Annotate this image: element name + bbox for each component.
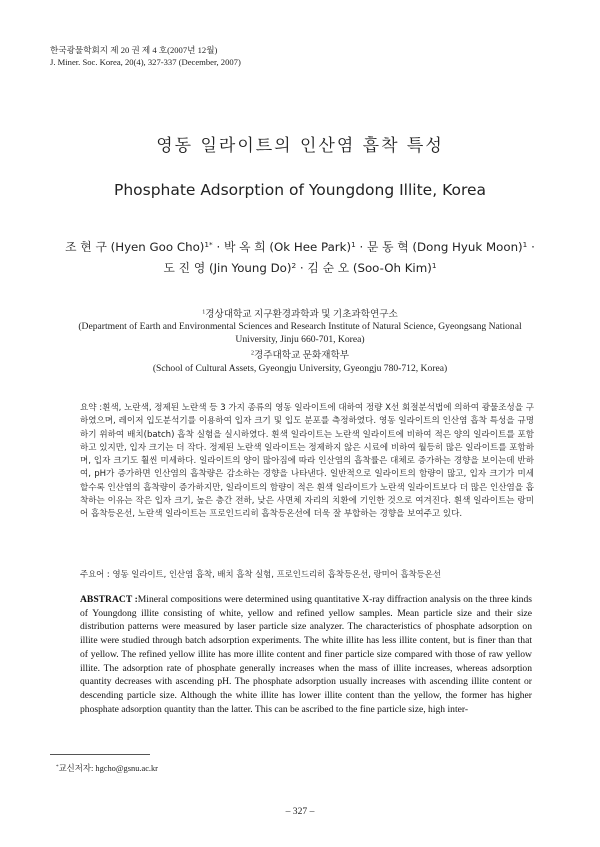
affiliation-2-english: (School of Cultural Assets, Gyeongju University, Gyeongju 780-712, Korea) — [152, 363, 448, 374]
affiliation-mark: 1 — [202, 309, 206, 316]
abstract-english-text: Mineral compositions were determined using quantitative X-ray diffraction analysis on the three kinds of Youngdong illite consisting of white, yellow and refined yellow samples. Mean particle size and their size distribution patterns were measured by laser particle size analyzer. The characteristics of phosphate adsorption on illite were studied through batch adsorption experiments. The white illite has less illite content, but is finer than that of yellow. The refined yellow illite has more illite content and finer particle size compared with those of raw yellow illite. The adsorption rate of phosphate generally increases when the mass of illite increases, whereas adsorption quantity decreases with ascending pH. The phosphate adsorption usually increases with ascending illite content or descending particle size. Although the white illite has lower illite content than the yellow, the former has higher phosphate adsorption quantity than the latter. This can be ascribed to the fine particle size, high inter- — [80, 594, 532, 715]
journal-citation-english: J. Miner. Soc. Korea, 20(4), 327-337 (December, 2007) — [50, 57, 241, 67]
author-separator: · — [355, 240, 367, 254]
paper-title-english: Phosphate Adsorption of Youngdong Illite, Korea — [113, 181, 487, 199]
author-name: 도 진 영 (Jin Young Do) — [163, 261, 292, 275]
footnote-text: 교신저자: hgcho@gsnu.ac.kr — [58, 764, 158, 773]
affiliation-1-korean — [0, 306, 600, 320]
author-separator: · — [212, 240, 224, 254]
affiliation-1-english: (Department of Earth and Environmental Sciences and Research Institute of Natural Science, Gyeongsang National — [78, 321, 522, 332]
abstract-korean-label: 요약 : — [80, 403, 103, 413]
keywords-korean — [80, 568, 540, 580]
paper-title-korean: 영동 일라이트의 인산염 흡착 특성 — [156, 136, 444, 156]
abstract-english-label: ABSTRACT : — [80, 594, 138, 605]
affiliation-text: 경주대학교 문화재학부 — [253, 350, 350, 361]
author-marks: 2 — [291, 260, 297, 270]
corresponding-author-footnote — [56, 762, 158, 774]
footnote-divider — [50, 754, 150, 755]
affiliation-text: 경상대학교 지구환경과학과 및 기초과학연구소 — [205, 309, 398, 320]
author-marks: 1* — [204, 239, 213, 249]
abstract-korean-text: 흰색, 노란색, 정제된 노란색 등 3 가지 종류의 영동 일라이트에 대하여 정량 X선 회절분석법에 의하여 광물조성을 구하였으며, 레이저 입도분석기를 이용하여 입자 크기 및 입도 분포를 측정하였다. 영동 일라이트의 인산염 흡착 특성을 규명하기 위하여 배치(batch) 흡착 실험을 실시하였다. 흰색 일라이트는 노란색 일라이트에 비하여 적은 양의 일라이트를 포함하고 있지만, 입자 크기는 더 작다. 정제된 노란색 일라이트는 정제하지 않은 시료에 비하여 월등히 많은 일라이트를 포함하며, 입자 크기도 훨씬 미세하다. 일라이트의 양이 많아짐에 따라 인산염의 흡착률은 대체로 증가하는 경향을 보이는데 반하여, pH가 증가하면 인산염의 흡착량은 감소하는 경향을 나타낸다. 일반적으로 일라이트의 함량이 많고, 입자 크기가 미세할수록 인산염의 흡착량이 증가하지만, 일라이트의 함량이 적은 흰색 일라이트가 노란색 일라이트보다 더 많은 인산염을 흡착하는 이유는 작은 입자 크기, 높은 층간 전하, 낮은 사면체 자리의 치환에 기인한 것으로 여겨진다. 흰색 일라이트는 랑미어 흡착등온선, 노란색 일라이트는 프로인드리히 흡착등온선에 더욱 잘 부합하는 경향을 보여주고 있다. — [80, 403, 534, 519]
footnote-mark: * — [56, 764, 59, 771]
affiliation-1-english-cont: University, Jinju 660-701, Korea) — [235, 334, 365, 345]
author-marks: 1 — [431, 260, 437, 270]
author-marks: 1 — [351, 239, 356, 249]
author-separator: · — [296, 261, 308, 275]
journal-citation-korean: 한국광물학회지 제 20 권 제 4 호(2007년 12월) — [50, 45, 218, 55]
abstract-korean — [80, 402, 534, 521]
author-line-2 — [0, 259, 600, 276]
author-name: 박 옥 희 (Ok Hee Park) — [223, 240, 352, 254]
keywords-label: 주요어 : — [80, 569, 110, 579]
affiliation-2-korean — [0, 347, 600, 361]
keywords-text: 영동 일라이트, 인산염 흡착, 배치 흡착 실험, 프로인드리히 흡착등온선, 랑미어 흡착등온선 — [112, 569, 441, 579]
author-marks: 1 — [522, 239, 528, 249]
author-line-1 — [0, 238, 600, 255]
author-separator: · — [527, 240, 535, 254]
author-name: 문 동 혁 (Dong Hyuk Moon) — [367, 240, 523, 254]
page-number: – 327 – — [285, 806, 315, 817]
author-name: 조 현 구 (Hyen Goo Cho) — [65, 240, 205, 254]
abstract-english — [80, 593, 532, 716]
affiliation-mark: 2 — [250, 350, 254, 357]
author-name: 김 순 오 (Soo-Oh Kim) — [307, 261, 432, 275]
